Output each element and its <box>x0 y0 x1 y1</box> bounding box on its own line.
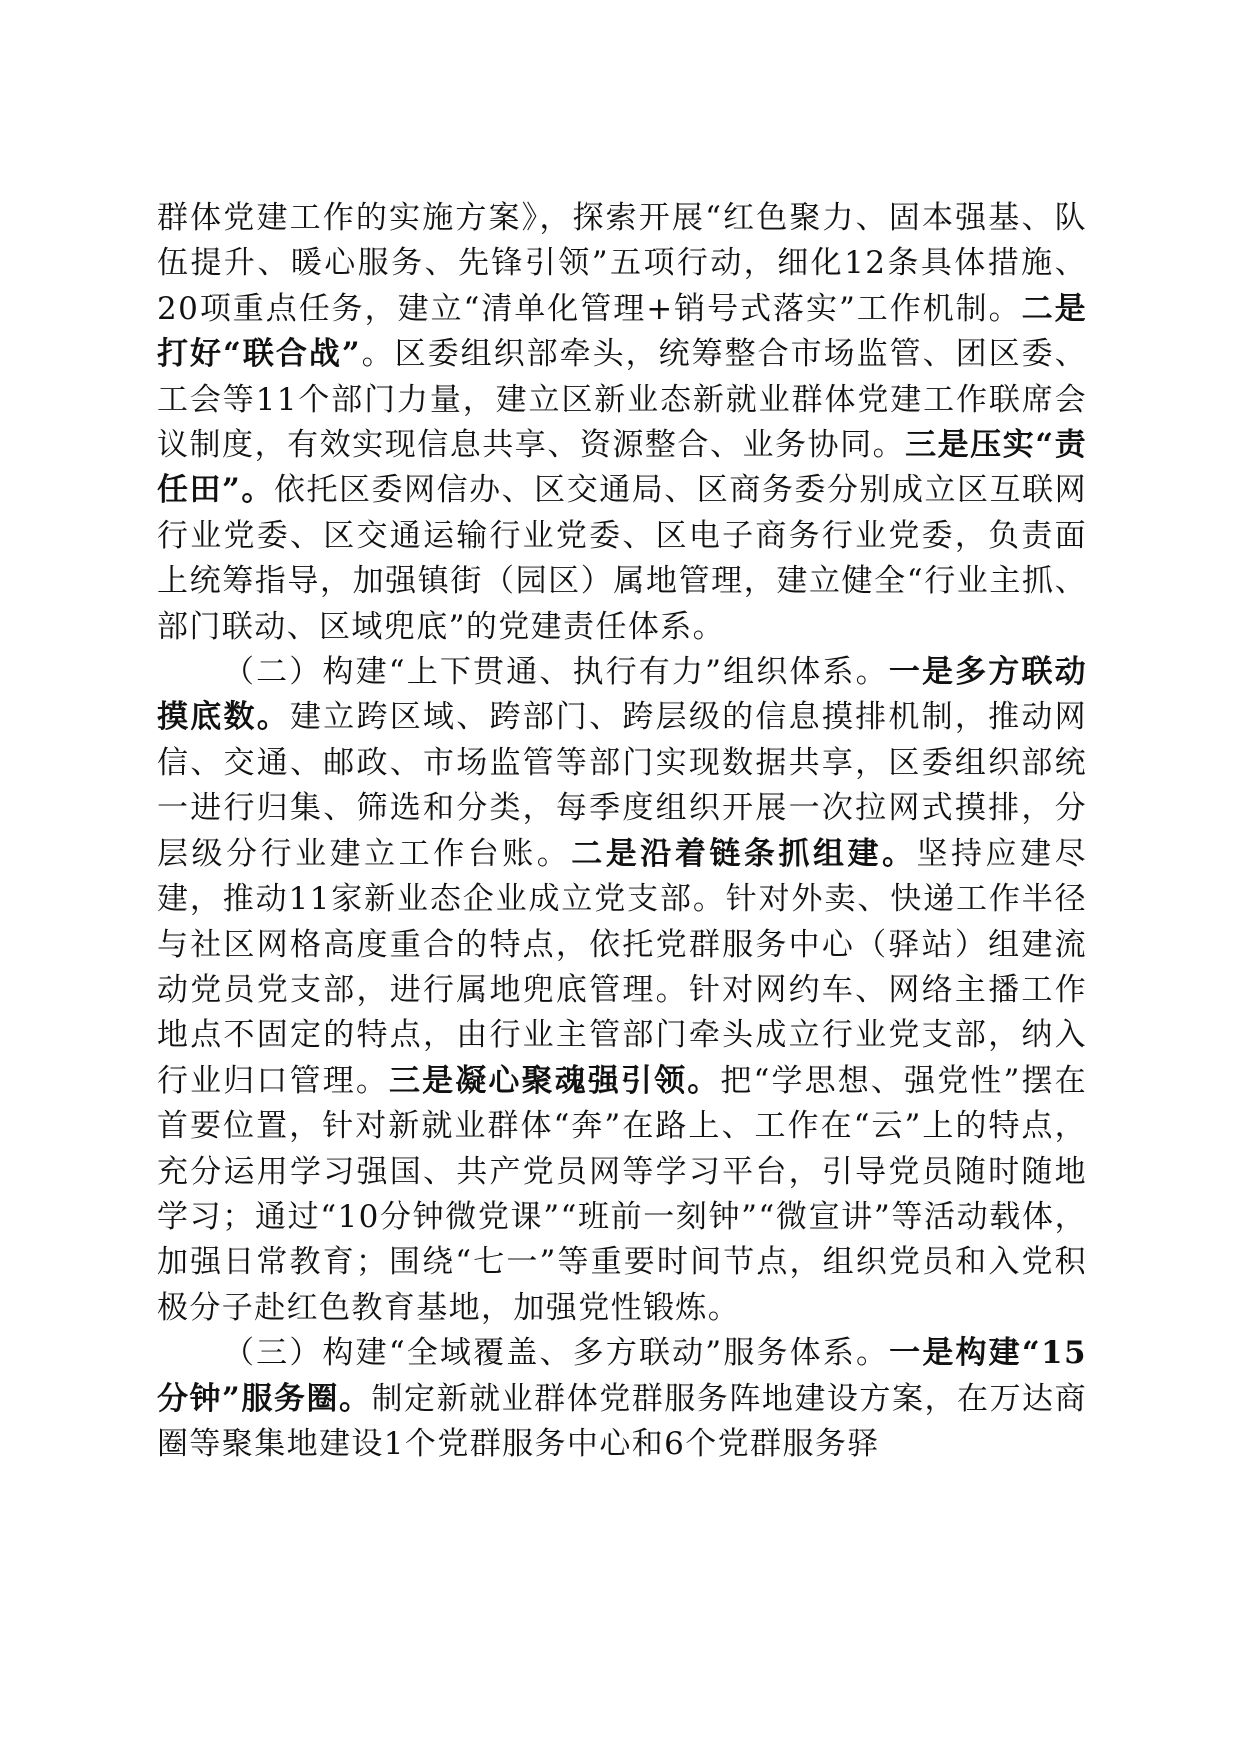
section-heading-run: （三）构建“全域覆盖、多方联动”服务体系。 <box>223 1335 890 1372</box>
paragraph-1 <box>157 196 1087 650</box>
text-run: 把“学思想、强党性”摆在首要位置，针对新就业群体“奔”在路上、工作在“云”上的特点，充分运用学习强国、共产党员网等学习平台，引导党员随时随地学习；通过“10分钟微党课”“班前一刻钟”“微宣讲”等活动载体，加强日常教育；围绕“七一”等重要时间节点，组织党员和入党积极分子赴红色教育基地，加强党性锻炼。 <box>157 1062 1087 1326</box>
text-run: 群体党建工作的实施方案》，探索开展“红色聚力、固本强基、队伍提升、暖心服务、先锋引领”五项行动，细化12条具体措施、20项重点任务，建立“清单化管理+销号式落实”工作机制。 <box>157 200 1087 327</box>
bold-heading-run: 二是沿着链条抓组建。 <box>571 835 917 872</box>
text-run: 坚持应建尽建，推动11家新业态企业成立党支部。针对外卖、快递工作半径与社区网格高度重合的特点，依托党群服务中心（驿站）组建流动党员党支部，进行属地兜底管理。针对网约车、网络主播工作地点不固定的特点，由行业主管部门牵头成立行业党支部，纳入行业归口管理。 <box>157 835 1088 1099</box>
text-run: 建立跨区域、跨部门、跨层级的信息摸排机制，推动网信、交通、邮政、市场监管等部门实现数据共享，区委组织部统一进行归集、筛选和分类，每季度组织开展一次拉网式摸排，分层级分行业建立工作台账。 <box>157 699 1087 872</box>
section-heading-run: （二）构建“上下贯通、执行有力”组织体系。 <box>223 654 889 691</box>
bold-heading-run: 三是凝心聚魂强引领。 <box>388 1062 721 1099</box>
paragraph-2 <box>157 650 1087 1331</box>
document-body <box>157 196 1087 1467</box>
bold-heading-run: 二是打好“联合战” <box>157 290 1087 373</box>
text-run: 。区委组织部牵头，统筹整合市场监管、团区委、工会等11个部门力量，建立区新业态新就业群体党建工作联席会议制度，有效实现信息共享、资源整合、业务协同。 <box>157 336 1087 464</box>
text-run: 制定新就业群体党群服务阵地建设方案，在万达商圈等聚集地建设1个党群服务中心和6个党群服务驿 <box>157 1380 1087 1462</box>
bold-heading-run: 三是压实“责任田”。 <box>157 427 1087 509</box>
text-run: 依托区委网信办、区交通局、区商务委分别成立区互联网行业党委、区交通运输行业党委、区电子商务行业党委，负责面上统筹指导，加强镇街（园区）属地管理，建立健全“行业主抓、部门联动、区域兜底”的党建责任体系。 <box>157 472 1088 645</box>
paragraph-3 <box>157 1331 1087 1467</box>
bold-heading-run: 一是构建“15分钟”服务圈。 <box>157 1335 1087 1417</box>
bold-heading-run: 一是多方联动摸底数。 <box>157 654 1087 736</box>
